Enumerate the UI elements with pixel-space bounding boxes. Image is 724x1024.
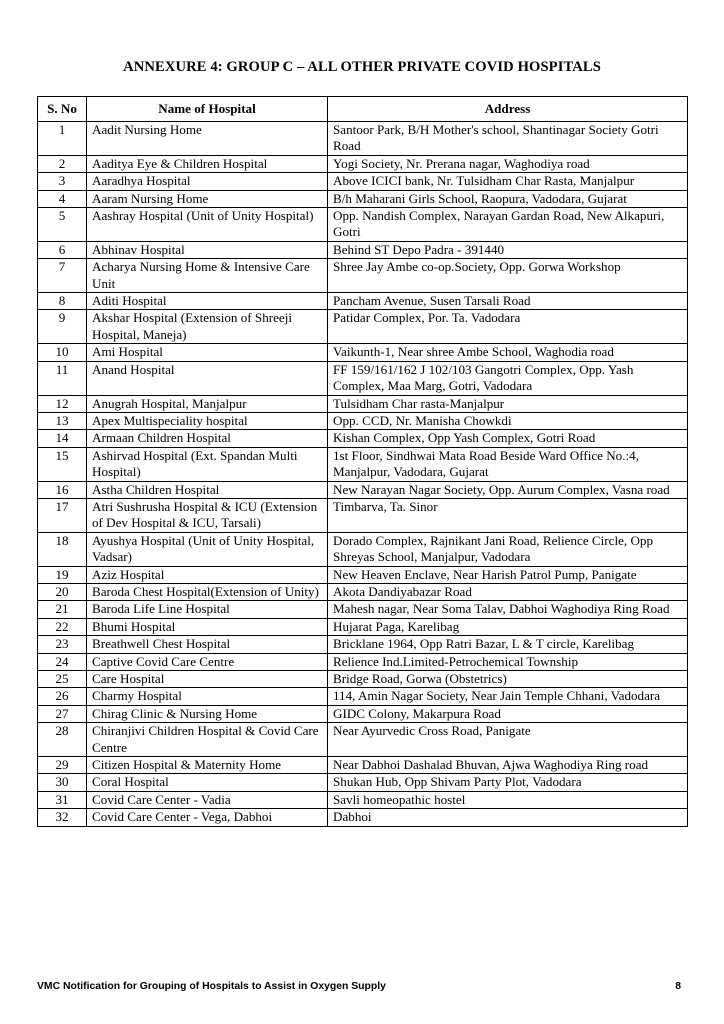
cell-hospital-name: Astha Children Hospital: [87, 481, 328, 498]
cell-address: GIDC Colony, Makarpura Road: [328, 705, 688, 722]
table-row: [38, 241, 688, 258]
cell-hospital-name: Aaradhya Hospital: [87, 173, 328, 190]
cell-address: FF 159/161/162 J 102/103 Gangotri Complex, Opp. Yash Complex, Maa Marg, Gotri, Vadodara: [328, 361, 688, 395]
cell-address: New Heaven Enclave, Near Harish Patrol Pump, Panigate: [328, 566, 688, 583]
hospitals-table: [37, 96, 688, 827]
cell-address: B/h Maharani Girls School, Raopura, Vadodara, Gujarat: [328, 190, 688, 207]
cell-hospital-name: Aaditya Eye & Children Hospital: [87, 155, 328, 172]
table-row: [38, 412, 688, 429]
cell-hospital-name: Coral Hospital: [87, 774, 328, 791]
table-row: [38, 653, 688, 670]
cell-sno: 32: [38, 809, 87, 826]
cell-hospital-name: Breathwell Chest Hospital: [87, 636, 328, 653]
cell-hospital-name: Chiranjivi Children Hospital & Covid Care Centre: [87, 723, 328, 757]
cell-address: Santoor Park, B/H Mother's school, Shantinagar Society Gotri Road: [328, 122, 688, 156]
cell-address: Hujarat Paga, Karelibag: [328, 618, 688, 635]
cell-address: Kishan Complex, Opp Yash Complex, Gotri Road: [328, 430, 688, 447]
cell-hospital-name: Baroda Chest Hospital(Extension of Unity): [87, 583, 328, 600]
cell-hospital-name: Charmy Hospital: [87, 688, 328, 705]
cell-address: Savli homeopathic hostel: [328, 791, 688, 808]
table-row: [38, 481, 688, 498]
cell-address: Near Dabhoi Dashalad Bhuvan, Ajwa Waghodiya Ring road: [328, 757, 688, 774]
table-header-row: [38, 97, 688, 122]
table-row: [38, 809, 688, 826]
cell-hospital-name: Bhumi Hospital: [87, 618, 328, 635]
cell-address: Dabhoi: [328, 809, 688, 826]
cell-address: Opp. Nandish Complex, Narayan Gardan Road, New Alkapuri, Gotri: [328, 208, 688, 242]
cell-hospital-name: Anugrah Hospital, Manjalpur: [87, 395, 328, 412]
cell-hospital-name: Aziz Hospital: [87, 566, 328, 583]
cell-sno: 5: [38, 208, 87, 242]
cell-sno: 17: [38, 498, 87, 532]
table-row: [38, 430, 688, 447]
table-row: [38, 395, 688, 412]
cell-hospital-name: Aditi Hospital: [87, 293, 328, 310]
table-row: [38, 583, 688, 600]
cell-hospital-name: Baroda Life Line Hospital: [87, 601, 328, 618]
cell-hospital-name: Chirag Clinic & Nursing Home: [87, 705, 328, 722]
cell-sno: 21: [38, 601, 87, 618]
table-row: [38, 173, 688, 190]
cell-address: Relience Ind.Limited-Petrochemical Township: [328, 653, 688, 670]
table-row: [38, 122, 688, 156]
cell-address: Behind ST Depo Padra - 391440: [328, 241, 688, 258]
cell-sno: 26: [38, 688, 87, 705]
table-row: [38, 190, 688, 207]
cell-address: Pancham Avenue, Susen Tarsali Road: [328, 293, 688, 310]
cell-hospital-name: Anand Hospital: [87, 361, 328, 395]
cell-sno: 23: [38, 636, 87, 653]
table-row: [38, 498, 688, 532]
cell-sno: 18: [38, 532, 87, 566]
table-body: [38, 122, 688, 827]
cell-address: Shukan Hub, Opp Shivam Party Plot, Vadodara: [328, 774, 688, 791]
header-address: Address: [328, 97, 688, 122]
cell-sno: 30: [38, 774, 87, 791]
table-row: [38, 447, 688, 481]
header-name: Name of Hospital: [87, 97, 328, 122]
cell-hospital-name: Aaram Nursing Home: [87, 190, 328, 207]
footer-text: VMC Notification for Grouping of Hospitals to Assist in Oxygen Supply: [37, 981, 386, 992]
cell-sno: 28: [38, 723, 87, 757]
cell-address: Shree Jay Ambe co-op.Society, Opp. Gorwa Workshop: [328, 259, 688, 293]
table-row: [38, 310, 688, 344]
cell-hospital-name: Covid Care Center - Vega, Dabhoi: [87, 809, 328, 826]
table-row: [38, 671, 688, 688]
cell-hospital-name: Ashirvad Hospital (Ext. Spandan Multi Hospital): [87, 447, 328, 481]
cell-address: Patidar Complex, Por. Ta. Vadodara: [328, 310, 688, 344]
cell-sno: 25: [38, 671, 87, 688]
cell-hospital-name: Apex Multispeciality hospital: [87, 412, 328, 429]
table-row: [38, 208, 688, 242]
cell-sno: 20: [38, 583, 87, 600]
table-row: [38, 757, 688, 774]
cell-address: Timbarva, Ta. Sinor: [328, 498, 688, 532]
cell-sno: 29: [38, 757, 87, 774]
table-row: [38, 618, 688, 635]
cell-address: Opp. CCD, Nr. Manisha Chowkdi: [328, 412, 688, 429]
cell-address: Bridge Road, Gorwa (Obstetrics): [328, 671, 688, 688]
table-row: [38, 293, 688, 310]
cell-sno: 11: [38, 361, 87, 395]
cell-sno: 14: [38, 430, 87, 447]
table-row: [38, 723, 688, 757]
cell-sno: 10: [38, 344, 87, 361]
table-row: [38, 791, 688, 808]
cell-address: Tulsidham Char rasta-Manjalpur: [328, 395, 688, 412]
cell-sno: 22: [38, 618, 87, 635]
cell-sno: 13: [38, 412, 87, 429]
cell-sno: 2: [38, 155, 87, 172]
cell-address: Dorado Complex, Rajnikant Jani Road, Relience Circle, Opp Shreyas School, Manjalpur, Vadodara: [328, 532, 688, 566]
cell-sno: 9: [38, 310, 87, 344]
cell-hospital-name: Atri Sushrusha Hospital & ICU (Extension of Dev Hospital & ICU, Tarsali): [87, 498, 328, 532]
cell-sno: 6: [38, 241, 87, 258]
cell-address: Vaikunth-1, Near shree Ambe School, Waghodia road: [328, 344, 688, 361]
cell-hospital-name: Ami Hospital: [87, 344, 328, 361]
cell-hospital-name: Aadit Nursing Home: [87, 122, 328, 156]
cell-hospital-name: Citizen Hospital & Maternity Home: [87, 757, 328, 774]
cell-sno: 31: [38, 791, 87, 808]
cell-address: New Narayan Nagar Society, Opp. Aurum Complex, Vasna road: [328, 481, 688, 498]
cell-sno: 12: [38, 395, 87, 412]
page-title: ANNEXURE 4: GROUP C – ALL OTHER PRIVATE COVID HOSPITALS: [123, 59, 601, 75]
cell-address: 114, Amin Nagar Society, Near Jain Temple Chhani, Vadodara: [328, 688, 688, 705]
cell-hospital-name: Abhinav Hospital: [87, 241, 328, 258]
cell-sno: 19: [38, 566, 87, 583]
cell-sno: 27: [38, 705, 87, 722]
table-row: [38, 705, 688, 722]
cell-hospital-name: Armaan Children Hospital: [87, 430, 328, 447]
cell-sno: 15: [38, 447, 87, 481]
cell-sno: 16: [38, 481, 87, 498]
cell-hospital-name: Akshar Hospital (Extension of Shreeji Hospital, Maneja): [87, 310, 328, 344]
cell-hospital-name: Care Hospital: [87, 671, 328, 688]
header-sno: S. No: [38, 97, 87, 122]
table-row: [38, 688, 688, 705]
cell-hospital-name: Aashray Hospital (Unit of Unity Hospital): [87, 208, 328, 242]
cell-sno: 1: [38, 122, 87, 156]
cell-sno: 3: [38, 173, 87, 190]
cell-hospital-name: Covid Care Center - Vadia: [87, 791, 328, 808]
cell-hospital-name: Ayushya Hospital (Unit of Unity Hospital, Vadsar): [87, 532, 328, 566]
cell-sno: 4: [38, 190, 87, 207]
cell-sno: 24: [38, 653, 87, 670]
table-row: [38, 361, 688, 395]
cell-address: Near Ayurvedic Cross Road, Panigate: [328, 723, 688, 757]
page-number: 8: [675, 981, 681, 992]
cell-address: Mahesh nagar, Near Soma Talav, Dabhoi Waghodiya Ring Road: [328, 601, 688, 618]
table-row: [38, 259, 688, 293]
table-row: [38, 344, 688, 361]
cell-address: Yogi Society, Nr. Prerana nagar, Waghodiya road: [328, 155, 688, 172]
cell-sno: 7: [38, 259, 87, 293]
table-row: [38, 774, 688, 791]
table-row: [38, 566, 688, 583]
cell-hospital-name: Captive Covid Care Centre: [87, 653, 328, 670]
cell-address: Akota Dandiyabazar Road: [328, 583, 688, 600]
cell-address: 1st Floor, Sindhwai Mata Road Beside Ward Office No.:4, Manjalpur, Vadodara, Gujarat: [328, 447, 688, 481]
cell-hospital-name: Acharya Nursing Home & Intensive Care Unit: [87, 259, 328, 293]
table-row: [38, 155, 688, 172]
cell-address: Bricklane 1964, Opp Ratri Bazar, L & T circle, Karelibag: [328, 636, 688, 653]
table-row: [38, 532, 688, 566]
cell-sno: 8: [38, 293, 87, 310]
table-row: [38, 601, 688, 618]
cell-address: Above ICICI bank, Nr. Tulsidham Char Rasta, Manjalpur: [328, 173, 688, 190]
table-row: [38, 636, 688, 653]
